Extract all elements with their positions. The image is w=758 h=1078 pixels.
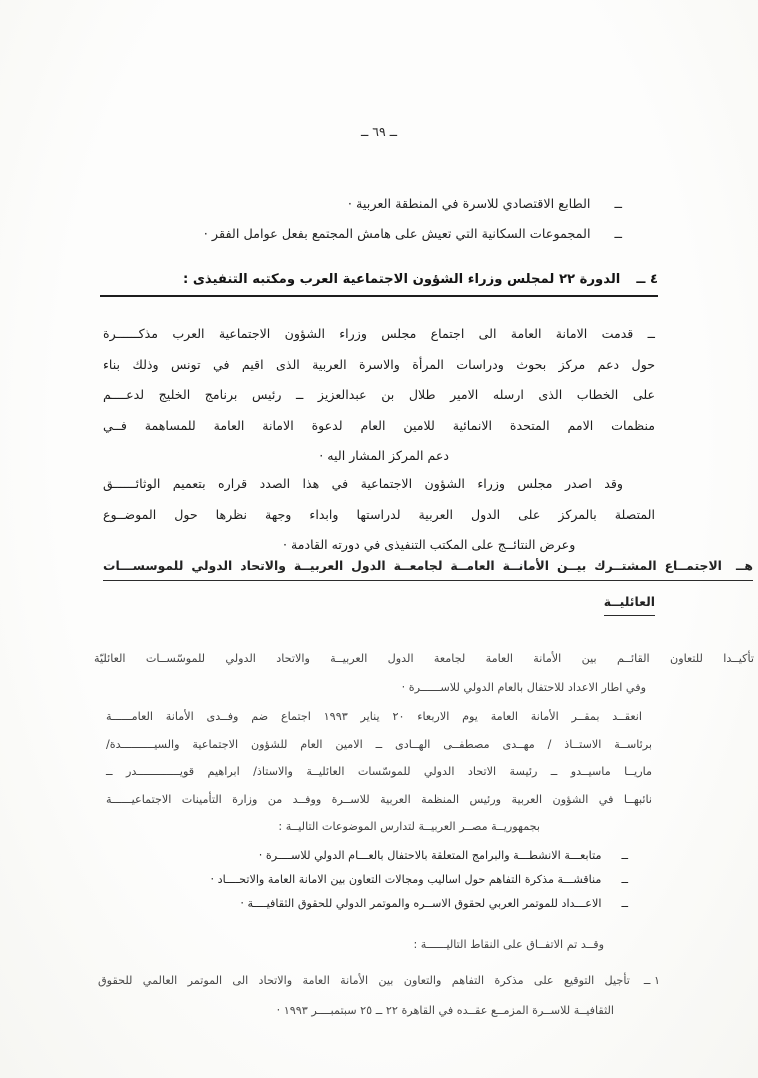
paragraph-line: ــ قدمت الامانة العامة الى اجتماع مجلس وزراء الشؤون الاجتماعية العرب مذكــــــرة [103, 326, 655, 341]
point-text: تأجيل التوقيع على مذكرة التفاهم والتعاون بين الأمانة العامة والاتحاد الى الموتمر العالمي للحقوق [98, 974, 630, 987]
section-4-heading [100, 272, 658, 297]
section-number: ٤ ــ [636, 272, 658, 287]
dash-bullet-icon: ــ [621, 873, 628, 886]
paragraph-line: دعم المركز المشار اليه · [319, 448, 449, 463]
paragraph-line: وقد اصدر مجلس وزراء الشؤون الاجتماعية في هذا الصدد قراره بتعميم الوثائــــــق [103, 476, 623, 491]
meeting-paragraph [106, 703, 652, 841]
dash-bullet-icon: ــ [614, 197, 622, 212]
paragraph-line: وعرض النتائــج على المكتب التنفيذى في دورته القادمة · [283, 537, 576, 552]
paragraph-line: انعقــد بمقــر الأمانة العامة يوم الاربعاء ٢٠ يناير ١٩٩٣ اجتماع ضم وفــدى الأمانة العامــــــة [106, 710, 642, 723]
paragraph-line: منظمات الامم المتحدة الانمائية للامين العام لدعوة الامانة العامة للمساهمة فــي [103, 417, 655, 433]
section-5-heading-line2 [604, 594, 655, 616]
paragraph-line: برئاســة الاستــاذ / مهــدى مصطفــى الهــادى ــ الامين العام للشؤون الاجتماعية والسيــــــــــدة/ [106, 737, 652, 751]
list-item [160, 197, 622, 212]
cooperation-intro-paragraph [94, 644, 754, 702]
section-title: الدورة ٢٢ لمجلس وزراء الشؤون الاجتماعية العرب ومكتبه التنفيذى : [182, 272, 621, 287]
paragraph-line: ماريــا ماسيــدو ــ رئيسة الاتحاد الدولي للموسّسات العائليــة والاستاذ/ ابراهيم قويـــــــــــــدر ــ [106, 765, 652, 778]
section-letter: هــ [735, 558, 753, 573]
top-bullet-list [160, 197, 622, 257]
agreement-lead-line: وقــد تم الاتفــاق على النقاط التاليــــــة : [413, 938, 604, 951]
paragraph-line: على الخطاب الذى ارسله الامير طلال بن عبدالعزيز ــ رئيس برنامج الخليج لدعــــم [103, 387, 655, 402]
list-item-text: المجموعات السكانية التي تعيش على هامش المجتمع بفعل عوامل الفقر · [203, 227, 591, 242]
point-first-line [98, 966, 660, 996]
section-4-paragraph-1 [103, 319, 655, 472]
dash-bullet-icon: ــ [614, 227, 622, 242]
list-item-text: متابعـــة الانشطـــة والبرامج المتعلقة بالاحتفال بالعـــام الدولي للاســــرة · [258, 849, 602, 862]
paragraph-line: حول دعم مركز بحوث ودراسات المرأة والاسرة العربية الذى اقيم في تونس وذلك بناء [103, 356, 655, 372]
list-item-text: مناقشـــة مذكرة التفاهم حول اساليب ومجالات التعاون بين الامانة العامة والاتحــــاد · [210, 873, 602, 886]
section-5-heading [103, 558, 753, 581]
section-title-continuation: العائليــة [604, 594, 655, 616]
list-item [146, 897, 628, 910]
list-item [146, 849, 628, 862]
paragraph-line: بجمهوريــة مصــر العربيــة لتدارس الموضوعات التاليــة : [278, 820, 540, 833]
list-item-text: الاعـــداد للموتمر العربي لحقوق الاســره والموتمر الدولي للحقوق الثقافيــــة · [240, 897, 602, 910]
topics-bullet-list [146, 849, 628, 921]
section-title: الاجتمــاع المشتــرك بيــن الأمانــة العامــة لجامعــة الدول العربيــة والاتحاد الدولي للموسســـات [103, 558, 722, 573]
paragraph-line: تأكيــدا للتعاون القائــم بين الأمانة العامة لجامعة الدول العربيــة والاتحاد الدولي للموسّســات العائليّة [94, 652, 754, 665]
dash-bullet-icon: ــ [621, 897, 628, 910]
section-4-paragraph-2 [103, 469, 655, 561]
page-number: ــ ٦٩ ــ [360, 124, 398, 139]
list-item [160, 227, 622, 242]
paragraph-line: المتصلة بالمركز على الدول العربية لدراستها وابداء وجهة نظرها حول الموضــوع [103, 506, 655, 522]
agreed-point-1 [98, 966, 660, 1026]
paragraph-line: نائبهــا في الشؤون العربية ورئيس المنظمة العربية للاســرة ووفــد من وزارة التأمينات الاجتماعيــــــة [106, 792, 652, 806]
dash-bullet-icon: ــ [621, 849, 628, 862]
point-number: ١ ــ [643, 974, 660, 987]
paragraph-line: وفي اطار الاعداد للاحتفال بالعام الدولي للاســــــرة · [401, 681, 646, 694]
list-item [146, 873, 628, 886]
list-item-text: الطابع الاقتصادي للاسرة في المنطقة العربية · [347, 197, 591, 212]
point-second-line: الثقافيــة للاســرة المزمــع عقــده في القاهرة ٢٢ ــ ٢٥ سبتمبــــر ١٩٩٣ · [276, 1004, 614, 1017]
